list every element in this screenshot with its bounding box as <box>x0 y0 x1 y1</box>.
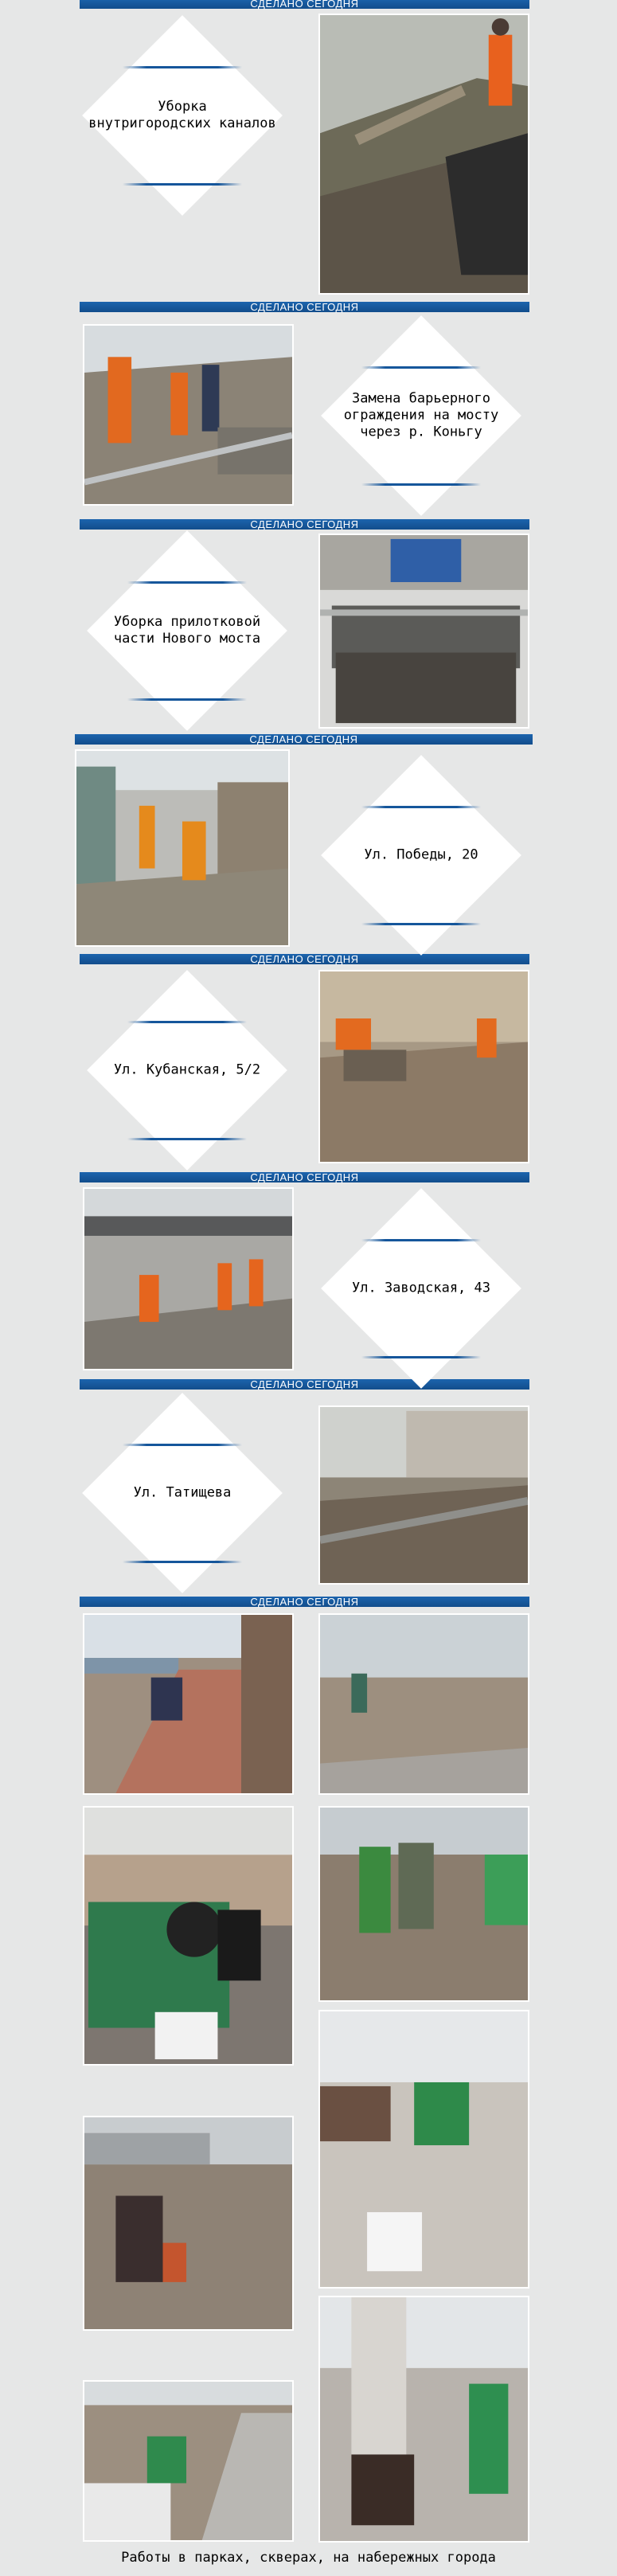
section-label-canals <box>83 16 282 215</box>
section-banner-3: СДЕЛАНО СЕГОДНЯ <box>80 519 529 530</box>
park-gallery-photo-4 <box>318 1806 529 2002</box>
section-label-text: Ул. Татищева <box>133 1484 232 1501</box>
park-gallery-photo-8 <box>83 2380 294 2542</box>
barrier-replacement-photo <box>83 324 294 506</box>
section-label-bridge <box>88 531 287 730</box>
section-label-text: Замена барьерного ограждения на мосту через р. Коньгу <box>343 390 499 440</box>
section-label-tatishcheva <box>83 1394 282 1593</box>
section-label-barrier <box>322 316 521 515</box>
zavodskaya-street-photo <box>83 1187 294 1370</box>
park-gallery-photo-7 <box>318 2296 529 2543</box>
kubanskaya-street-photo <box>318 970 529 1163</box>
section-banner-2: СДЕЛАНО СЕГОДНЯ <box>80 302 529 312</box>
pobedy-street-photo <box>75 749 290 947</box>
tatishcheva-street-photo <box>318 1405 529 1585</box>
park-gallery-photo-6 <box>83 2116 294 2331</box>
section-label-text: Ул. Победы, 20 <box>364 846 478 863</box>
section-label-text: Уборка прилотковой части Нового моста <box>113 614 261 647</box>
section-label-text: Уборка внутригородских каналов <box>88 99 276 131</box>
park-gallery-photo-2 <box>318 1613 529 1795</box>
park-gallery-photo-3 <box>83 1806 294 2066</box>
gallery-caption: Работы в парках, скверах, на набережных города <box>121 2550 496 2566</box>
bridge-cleaning-photo <box>318 534 529 729</box>
section-label-pobedy <box>322 756 521 955</box>
section-banner-5: СДЕЛАНО СЕГОДНЯ <box>80 954 529 964</box>
section-label-text: Ул. Заводская, 43 <box>352 1280 490 1296</box>
section-banner-4: СДЕЛАНО СЕГОДНЯ <box>75 734 533 745</box>
section-label-kubanskaya <box>88 971 287 1170</box>
section-banner-6: СДЕЛАНО СЕГОДНЯ <box>80 1172 529 1182</box>
park-gallery-photo-1 <box>83 1613 294 1795</box>
section-banner-7: СДЕЛАНО СЕГОДНЯ <box>80 1379 529 1390</box>
park-gallery-photo-5 <box>318 2010 529 2289</box>
section-banner-1: СДЕЛАНО СЕГОДНЯ <box>80 0 529 9</box>
canal-cleaning-photo <box>318 14 529 295</box>
section-label-text: Ул. Кубанская, 5/2 <box>113 1061 261 1078</box>
section-label-zavodskaya <box>322 1189 521 1388</box>
section-banner-8: СДЕЛАНО СЕГОДНЯ <box>80 1597 529 1607</box>
